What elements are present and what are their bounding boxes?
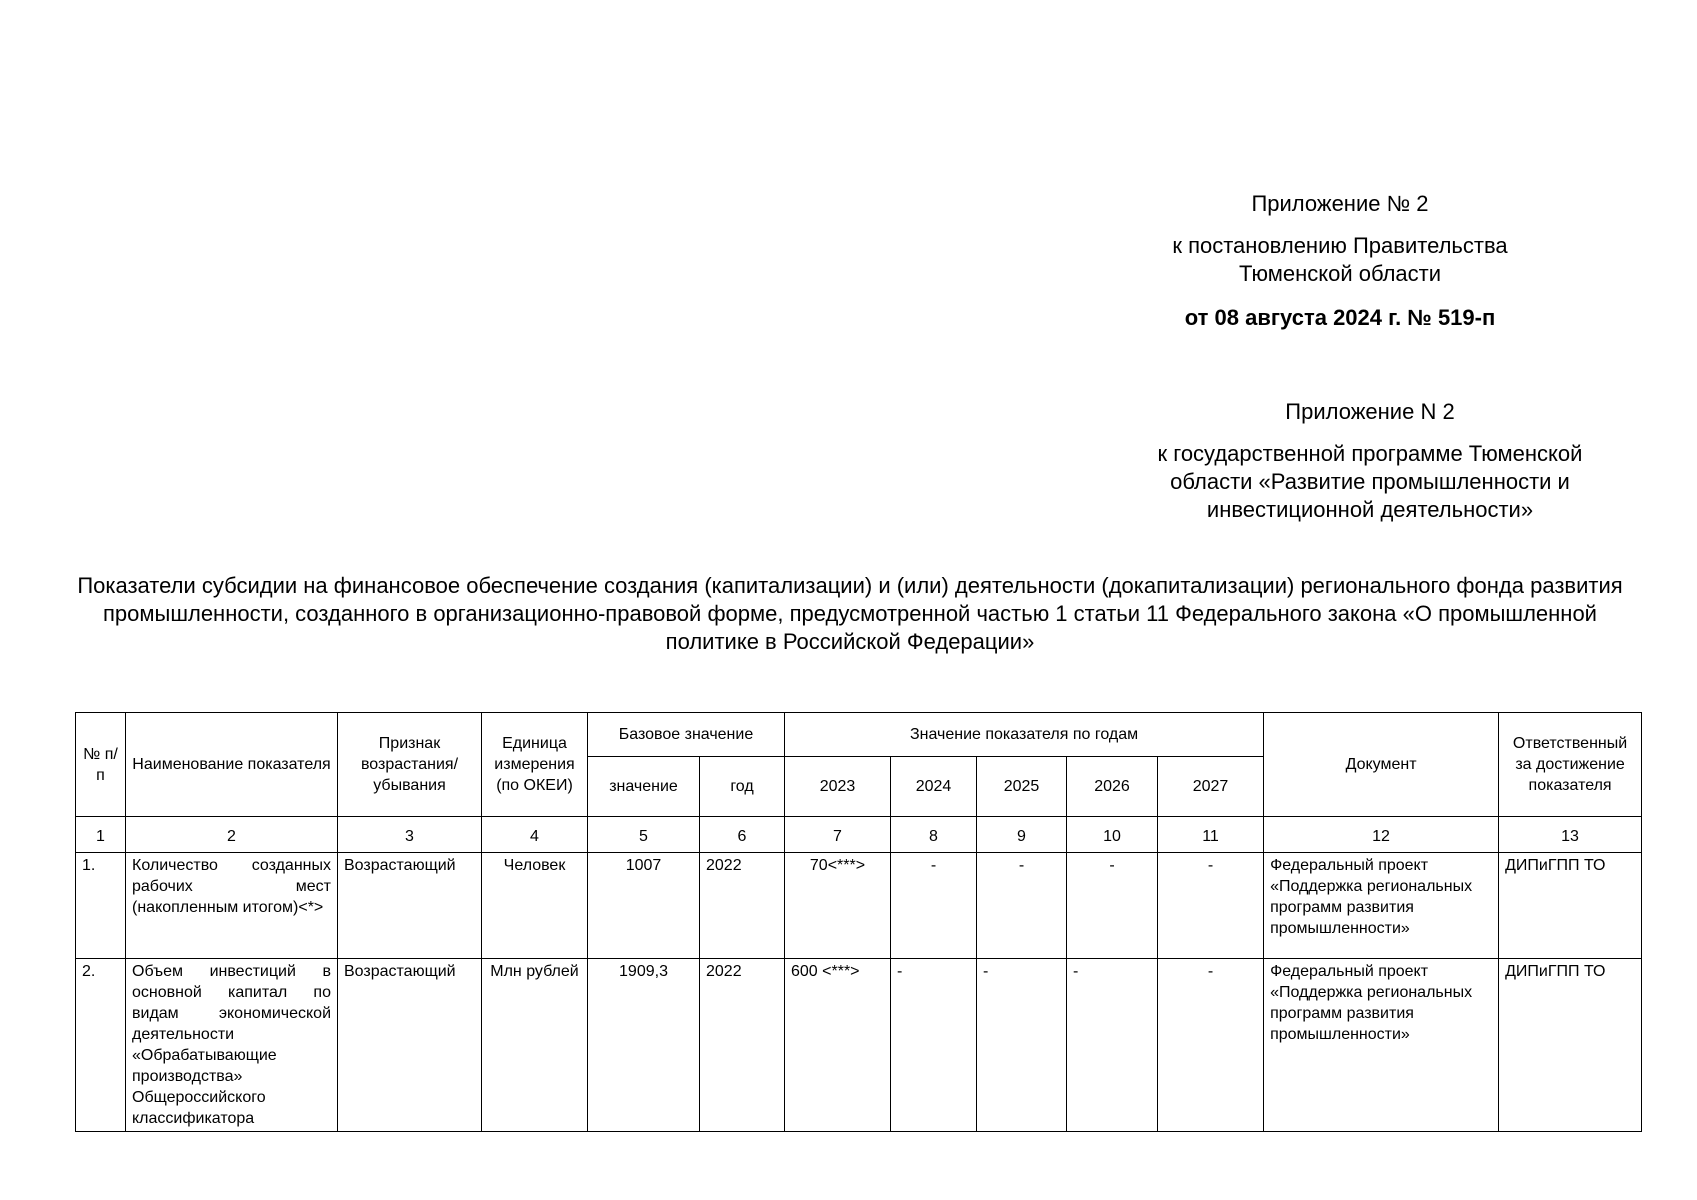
header-year-2027: 2027 (1158, 757, 1264, 817)
cell-trend: Возрастающий (338, 959, 482, 1132)
table-row (76, 959, 1642, 1132)
table-row (76, 853, 1642, 959)
column-number: 8 (891, 817, 977, 853)
cell-year-2026: - (1067, 853, 1158, 959)
header-unit: Единица измерения (по ОКЕИ) (482, 713, 588, 817)
header-base-value: значение (588, 757, 700, 817)
header-document: Документ (1264, 713, 1499, 817)
cell-year-2025: - (977, 959, 1067, 1132)
table-header-row (76, 713, 1642, 757)
column-number: 11 (1158, 817, 1264, 853)
cell-base-year: 2022 (700, 853, 785, 959)
column-number: 9 (977, 817, 1067, 853)
header-base-year: год (700, 757, 785, 817)
cell-year-2027: - (1158, 853, 1264, 959)
header-trend: Признак возрастания/ убывания (338, 713, 482, 817)
header-year-2026: 2026 (1067, 757, 1158, 817)
appendix-1-line2: к постановлению Правительства (1172, 233, 1508, 258)
cell-num: 1. (76, 853, 126, 959)
column-number: 7 (785, 817, 891, 853)
header-year-2023: 2023 (785, 757, 891, 817)
column-number: 1 (76, 817, 126, 853)
cell-responsible: ДИПиГПП ТО (1499, 959, 1642, 1132)
appendix-1-title: Приложение № 2 (1251, 191, 1429, 216)
column-number: 6 (700, 817, 785, 853)
cell-responsible: ДИПиГПП ТО (1499, 853, 1642, 959)
indicators-table (75, 712, 1642, 1132)
appendix-1-line3: Тюменской области (1238, 261, 1442, 286)
header-responsible: Ответственный за достижение показателя (1499, 713, 1642, 817)
cell-year-2025: - (977, 853, 1067, 959)
cell-document: Федеральный проект «Поддержка региональных программ развития промышленности» (1264, 853, 1499, 959)
cell-name: Количество созданных рабочих мест (накопленным итогом)<*> (126, 853, 338, 959)
column-number: 3 (338, 817, 482, 853)
column-number: 2 (126, 817, 338, 853)
cell-year-2024: - (891, 959, 977, 1132)
cell-base-value: 1007 (588, 853, 700, 959)
column-number: 4 (482, 817, 588, 853)
cell-base-year: 2022 (700, 959, 785, 1132)
header-year-2025: 2025 (977, 757, 1067, 817)
cell-unit: Человек (482, 853, 588, 959)
cell-num: 2. (76, 959, 126, 1132)
document-title: Показатели субсидии на финансовое обеспечение создания (капитализации) и (или) деятельности (докапитализации) регионального фонда развития промышленности, созданного в организационно-правовой форме, предусмотренной частью 1 статьи 11 Федерального закона «О промышленной политике в Российской Федерации» (77, 573, 1623, 654)
appendix-2-title: Приложение N 2 (1285, 399, 1455, 424)
column-number: 13 (1499, 817, 1642, 853)
cell-trend: Возрастающий (338, 853, 482, 959)
appendix-2-body: к государственной программе Тюменской области «Развитие промышленности и инвестиционной деятельности» (1157, 441, 1583, 522)
cell-year-2023: 70<***> (785, 853, 891, 959)
cell-unit: Млн рублей (482, 959, 588, 1132)
header-year-2024: 2024 (891, 757, 977, 817)
column-number-row (76, 817, 1642, 853)
header-num: № п/п (76, 713, 126, 817)
cell-year-2027: - (1158, 959, 1264, 1132)
appendix-1-date: от 08 августа 2024 г. № 519-п (1184, 305, 1496, 330)
cell-year-2026: - (1067, 959, 1158, 1132)
cell-name: Объем инвестиций в основной капитал по видам экономической деятельности «Обрабатывающие производства» Общероссийского классификатора (126, 959, 338, 1132)
header-years-group: Значение показателя по годам (785, 713, 1264, 757)
column-number: 10 (1067, 817, 1158, 853)
cell-base-value: 1909,3 (588, 959, 700, 1132)
cell-year-2024: - (891, 853, 977, 959)
cell-document: Федеральный проект «Поддержка региональных программ развития промышленности» (1264, 959, 1499, 1132)
column-number: 12 (1264, 817, 1499, 853)
header-base-group: Базовое значение (588, 713, 785, 757)
column-number: 5 (588, 817, 700, 853)
cell-year-2023: 600 <***> (785, 959, 891, 1132)
header-name: Наименование показателя (126, 713, 338, 817)
